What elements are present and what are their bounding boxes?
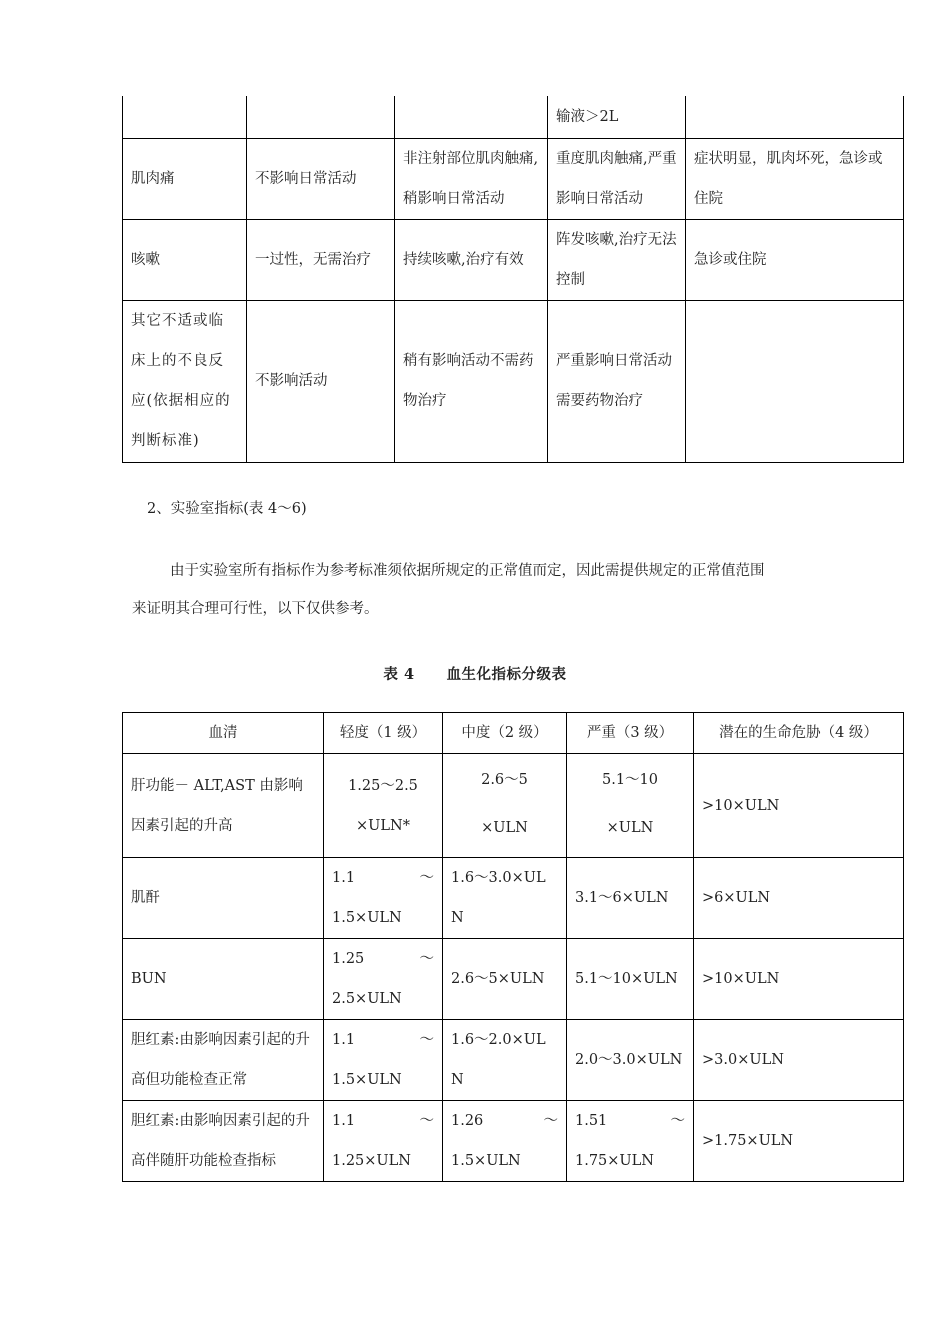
table-cell bbox=[324, 1101, 443, 1182]
column-header: 潜在的生命危胁（4 级） bbox=[694, 713, 904, 754]
cell-line: 1.5×ULN bbox=[332, 910, 402, 926]
range-tilde: ～ bbox=[419, 1032, 434, 1048]
adverse-reaction-table bbox=[122, 96, 904, 463]
table-cell bbox=[123, 96, 247, 138]
cell-line: 5.1～10 bbox=[601, 771, 658, 788]
table-caption bbox=[0, 664, 950, 686]
table-cell: 其它不适或临床上的不良反应(依据相应的判断标准) bbox=[123, 300, 247, 462]
table-row bbox=[123, 939, 904, 1020]
table-cell: 胆红素:由影响因素引起的升高伴随肝功能检查指标 bbox=[123, 1101, 324, 1182]
table-cell: 非注射部位肌肉触痛,稍影响日常活动 bbox=[395, 138, 548, 219]
table-cell bbox=[686, 96, 904, 138]
cell-line: 1.26 bbox=[451, 1113, 484, 1129]
table-cell: 2.6～5×ULN bbox=[443, 939, 567, 1020]
table-cell bbox=[324, 858, 443, 939]
table-cell bbox=[567, 754, 694, 858]
table-row bbox=[123, 96, 904, 138]
cell-line: 1.5×ULN bbox=[451, 1153, 521, 1169]
table-cell: 严重影响日常活动需要药物治疗 bbox=[548, 300, 686, 462]
cell-line: 1.25×ULN bbox=[332, 1153, 411, 1169]
cell-line: 1.75×ULN bbox=[575, 1153, 654, 1169]
table-cell: >10×ULN bbox=[694, 939, 904, 1020]
table-cell bbox=[443, 754, 567, 858]
table-cell: 症状明显，肌肉坏死，急诊或住院 bbox=[686, 138, 904, 219]
table-cell: 3.1～6×ULN bbox=[567, 858, 694, 939]
column-header: 严重（3 级） bbox=[567, 713, 694, 754]
caption-title: 血生化指标分级表 bbox=[446, 666, 567, 683]
cell-line: 1.25～2.5 bbox=[348, 777, 418, 794]
cell-line: 1.1 bbox=[332, 1032, 356, 1048]
section-heading: 2、实验室指标(表 4～6) bbox=[147, 501, 307, 517]
cell-line: 1.25 bbox=[332, 951, 365, 967]
table-cell: 持续咳嗽,治疗有效 bbox=[395, 219, 548, 300]
table-cell: 5.1～10×ULN bbox=[567, 939, 694, 1020]
table-cell: 肌肉痛 bbox=[123, 138, 247, 219]
cell-line: 1.1 bbox=[332, 870, 356, 886]
range-tilde: ～ bbox=[419, 951, 434, 967]
table-cell: 2.0～3.0×ULN bbox=[567, 1020, 694, 1101]
cell-line: ×ULN* bbox=[356, 817, 410, 834]
table-cell: 稍有影响活动不需药物治疗 bbox=[395, 300, 548, 462]
table-cell: 胆红素:由影响因素引起的升高但功能检查正常 bbox=[123, 1020, 324, 1101]
table-cell bbox=[247, 96, 395, 138]
table-cell bbox=[324, 754, 443, 858]
column-header: 轻度（1 级） bbox=[324, 713, 443, 754]
table-cell: 不影响日常活动 bbox=[247, 138, 395, 219]
table-cell: 肌酐 bbox=[123, 858, 324, 939]
table-row bbox=[123, 858, 904, 939]
cell-line: ×ULN bbox=[481, 819, 528, 836]
paragraph-line: 由于实验室所有指标作为参考标准须依据所规定的正常值而定，因此需提供规定的正常值范围 bbox=[170, 563, 765, 579]
table-cell: 急诊或住院 bbox=[686, 219, 904, 300]
table-cell: 肝功能－ ALT,AST 由影响因素引起的升高 bbox=[123, 754, 324, 858]
table-row bbox=[123, 138, 904, 219]
table-cell bbox=[443, 1101, 567, 1182]
table-cell: 不影响活动 bbox=[247, 300, 395, 462]
cell-line: 2.6～5 bbox=[481, 771, 528, 788]
table-cell: BUN bbox=[123, 939, 324, 1020]
table-cell: 一过性，无需治疗 bbox=[247, 219, 395, 300]
table-cell bbox=[567, 1101, 694, 1182]
table-cell bbox=[324, 939, 443, 1020]
cell-line: 1.1 bbox=[332, 1113, 356, 1129]
cell-line: 2.5×ULN bbox=[332, 991, 402, 1007]
caption-number: 表 4 bbox=[383, 666, 415, 683]
range-tilde: ～ bbox=[419, 1113, 434, 1129]
table-cell: 重度肌肉触痛,严重影响日常活动 bbox=[548, 138, 686, 219]
table-cell bbox=[324, 1020, 443, 1101]
table-row bbox=[123, 1101, 904, 1182]
table-row bbox=[123, 754, 904, 858]
paragraph-line: 来证明其合理可行性，以下仅供参考。 bbox=[132, 601, 379, 617]
table-cell bbox=[395, 96, 548, 138]
table-cell bbox=[686, 300, 904, 462]
column-header: 血清 bbox=[123, 713, 324, 754]
table-row bbox=[123, 300, 904, 462]
table-row bbox=[123, 219, 904, 300]
cell-line: ×ULN bbox=[606, 819, 654, 836]
table-cell: 1.6～2.0×ULN bbox=[443, 1020, 567, 1101]
range-tilde: ～ bbox=[419, 870, 434, 886]
range-tilde: ～ bbox=[670, 1113, 685, 1129]
table-header-row bbox=[123, 713, 904, 754]
cell-line: 1.51 bbox=[575, 1113, 608, 1129]
table-cell: 咳嗽 bbox=[123, 219, 247, 300]
table-cell: 输液＞2L bbox=[548, 96, 686, 138]
cell-line: 1.5×ULN bbox=[332, 1072, 402, 1088]
blood-chemistry-table bbox=[122, 712, 904, 1182]
table-cell: 1.6～3.0×ULN bbox=[443, 858, 567, 939]
column-header: 中度（2 级） bbox=[443, 713, 567, 754]
range-tilde: ～ bbox=[543, 1113, 558, 1129]
table-cell: 阵发咳嗽,治疗无法控制 bbox=[548, 219, 686, 300]
table-cell: >1.75×ULN bbox=[694, 1101, 904, 1182]
table-cell: >3.0×ULN bbox=[694, 1020, 904, 1101]
table-cell: >6×ULN bbox=[694, 858, 904, 939]
table-row bbox=[123, 1020, 904, 1101]
table-cell: >10×ULN bbox=[694, 754, 904, 858]
